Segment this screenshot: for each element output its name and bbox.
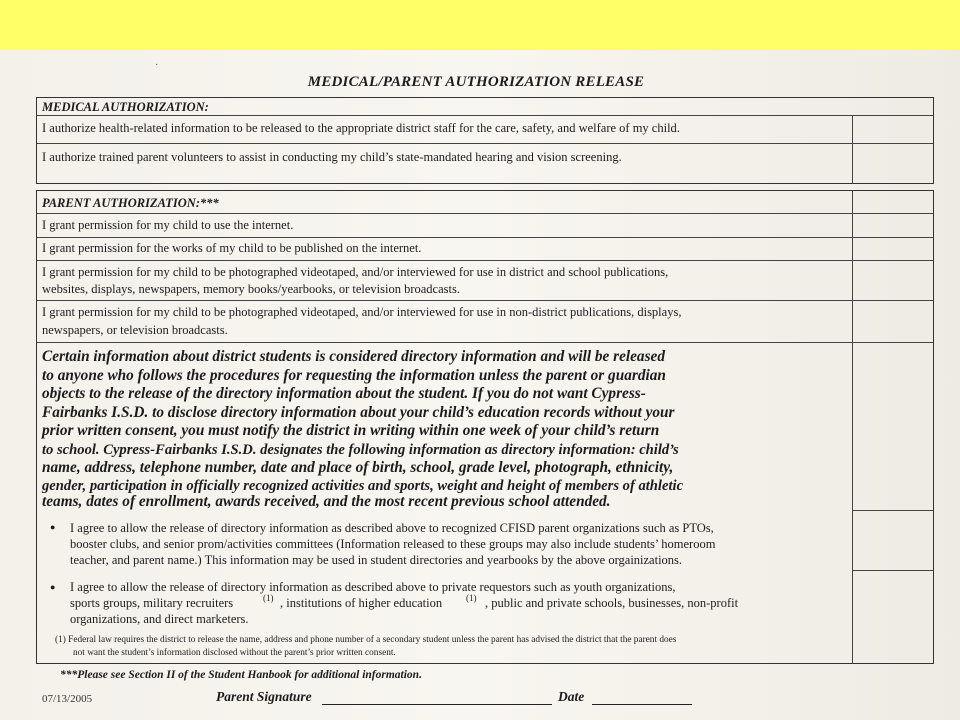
directory-private-checkbox[interactable] (853, 571, 933, 663)
medical-row-2: I authorize trained parent volunteers to assist in conducting my child’s state-mandated hearing and vision screening. (42, 150, 622, 164)
directory-notice-line-5: prior written consent, you must notify the district in writing within one week of your child’s return (42, 422, 660, 439)
directory-parent-orgs-checkbox[interactable] (853, 511, 933, 570)
date-line[interactable] (592, 704, 692, 705)
form-title: MEDICAL/PARENT AUTHORIZATION RELEASE (307, 74, 645, 90)
parent-publish-checkbox[interactable] (853, 238, 933, 260)
footnote-mark-2: (1) (466, 593, 477, 603)
parent-rule-1 (37, 213, 933, 214)
directory-private-line-2a: sports groups, military recruiters (70, 596, 234, 610)
parent-authorization-header: PARENT AUTHORIZATION:*** (42, 196, 219, 210)
directory-private-line-2c: , public and private schools, businesses, non-profit (485, 596, 739, 610)
parent-row-internet: I grant permission for my child to use the internet. (42, 218, 294, 232)
directory-notice-line-3: objects to the release of the directory information about the student. If you do not want Cypress- (42, 385, 646, 402)
medical-authorization-header: MEDICAL AUTHORIZATION: (42, 100, 209, 114)
directory-notice-line-4: Fairbanks I.S.D. to disclose directory information about your child’s education records without your (42, 404, 675, 421)
parent-rule-4 (37, 300, 933, 301)
directory-notice-line-8: gender, participation in officially recognized activities and sports, weight and height of members of athletic (42, 478, 684, 494)
yellow-banner (0, 0, 960, 50)
parent-internet-checkbox[interactable] (853, 214, 933, 237)
parent-row-publish: I grant permission for the works of my child to be published on the internet. (42, 241, 422, 255)
directory-parent-orgs-line-1: I agree to allow the release of directory information as described above to recognized CFISD parent organizations such as PTOs, (70, 521, 714, 535)
directory-notice-line-2: to anyone who follows the procedures for requesting the information unless the parent or guardian (42, 367, 666, 384)
parent-rule-2 (37, 237, 933, 238)
parent-row-photo-district-1: I grant permission for my child to be photographed videotaped, and/or interviewed for use in district and school publications, (42, 265, 669, 279)
directory-private-line-3: organizations, and direct marketers. (70, 612, 249, 626)
footnote-mark-1: (1) (263, 593, 274, 603)
scan-speck: · (155, 60, 159, 71)
form-date-code: 07/13/2005 (42, 693, 93, 705)
bullet-dot-1: ● (50, 522, 56, 532)
parent-row-photo-nondistrict-1: I grant permission for my child to be photographed videotaped, and/or interviewed for use in non-district publications, displays, (42, 305, 682, 319)
directory-parent-orgs-line-2: booster clubs, and senior prom/activities committees (Information released to these groups may also include students’ homeroom (70, 537, 716, 551)
bullet-dot-2: ● (50, 582, 56, 592)
directory-private-line-1: I agree to allow the release of directory information as described above to private requestors such as youth organizations, (70, 580, 676, 594)
parent-row-photo-district-2: websites, displays, newspapers, memory books/yearbooks, or television broadcasts. (42, 282, 460, 296)
directory-notice-line-9: teams, dates of enrollment, awards received, and the most recent previous school attended. (42, 493, 611, 510)
parent-row-photo-nondistrict-2: newspapers, or television broadcasts. (42, 323, 228, 337)
directory-parent-orgs-line-3: teacher, and parent name.) This information may be used in student directories and yearbooks by the above orgainizations. (70, 553, 683, 567)
directory-private-line-2b: , institutions of higher education (280, 596, 443, 610)
medical-row-rule (37, 143, 933, 144)
parent-signature-line[interactable] (322, 704, 552, 705)
parent-photo-nondistrict-checkbox[interactable] (853, 301, 933, 342)
medical-row-1: I authorize health-related information to be released to the appropriate district staff for the care, safety, and welfare of my child. (42, 121, 680, 135)
parent-photo-district-checkbox[interactable] (853, 261, 933, 300)
directory-notice-line-7: name, address, telephone number, date and place of birth, school, grade level, photograph, ethnicity, (42, 459, 674, 476)
footnote-line-1: (1) Federal law requires the district to release the name, address and phone number of a secondary student unless the parent has advised the district that the parent does (55, 635, 677, 645)
see-section-note: ***Please see Section II of the Student Hanbook for additional information. (60, 669, 422, 681)
parent-rule-5 (37, 342, 933, 343)
directory-notice-line-6: to school. Cypress-Fairbanks I.S.D. designates the following information as directory information: child’s (42, 442, 679, 458)
directory-notice-line-1: Certain information about district students is considered directory information and will be released (42, 348, 665, 365)
parent-signature-label: Parent Signature (216, 689, 312, 704)
date-label: Date (558, 689, 585, 704)
medical-row-2-checkbox[interactable] (853, 144, 933, 183)
parent-rule-3 (37, 260, 933, 261)
medical-row-1-checkbox[interactable] (853, 116, 933, 143)
footnote-line-2: not want the student’s information disclosed without the parent’s prior written consent. (73, 648, 396, 658)
